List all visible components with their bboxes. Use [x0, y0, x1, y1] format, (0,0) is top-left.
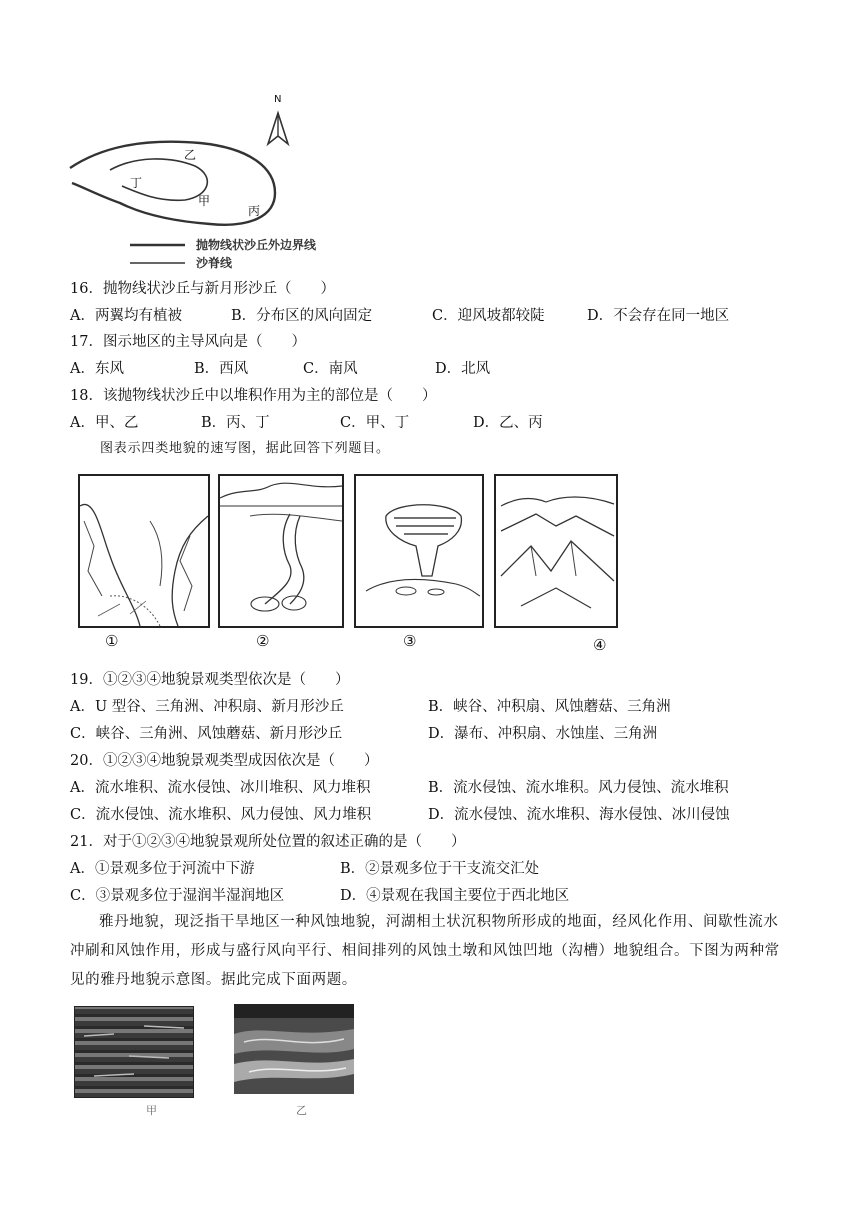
- q17-option-c: C．南风: [303, 361, 358, 377]
- q18-option-d: D．乙、丙: [473, 415, 543, 431]
- yardang-photo-yi: [234, 1004, 354, 1094]
- q18-stem: 18．该抛物线状沙丘中以堆积作用为主的部位是（ ）: [70, 388, 437, 404]
- sketch-label-1: ①: [105, 632, 119, 650]
- sketch-canyon: [78, 474, 210, 628]
- q18-option-c: C．甲、丁: [340, 415, 410, 431]
- q17-option-b: B．西风: [194, 361, 249, 377]
- dune-figure: [60, 88, 380, 278]
- q17-option-d: D．北风: [435, 361, 491, 377]
- q20-option-a: A．流水堆积、流水侵蚀、冰川堆积、风力堆积: [70, 780, 371, 796]
- q21-option-b: B．②景观多位于干支流交汇处: [340, 861, 540, 877]
- q16-option-d: D．不会存在同一地区: [587, 308, 730, 324]
- sketch-intro: 图表示四类地貌的速写图，据此回答下列题目。: [100, 441, 390, 456]
- yardang-photo-jia: [74, 1006, 194, 1098]
- q17-option-a: A．东风: [70, 361, 124, 377]
- sketch-label-3: ③: [403, 632, 417, 650]
- q16-option-a: A．两翼均有植被: [70, 308, 182, 324]
- legend-crest-line: 沙脊线: [196, 256, 233, 270]
- q21-option-c: C．③景观多位于湿润半湿润地区: [70, 888, 285, 904]
- q20-option-b: B．流水侵蚀、流水堆积。风力侵蚀、流水堆积: [428, 780, 729, 796]
- north-label: N: [274, 94, 282, 105]
- dune-label-ding: 丁: [130, 176, 143, 190]
- sketch-mushroom-rock: [354, 474, 484, 628]
- q18-option-a: A．甲、乙: [70, 415, 139, 431]
- photo-label-jia: 甲: [146, 1104, 157, 1117]
- q19-stem: 19．①②③④地貌景观类型依次是（ ）: [70, 672, 350, 688]
- q20-option-d: D．流水侵蚀、流水堆积、海水侵蚀、冰川侵蚀: [428, 807, 730, 823]
- q16-option-b: B．分布区的风向固定: [231, 308, 373, 324]
- q19-option-d: D．瀑布、冲积扇、水蚀崖、三角洲: [428, 726, 658, 742]
- yardang-paragraph: 雅丹地貌，现泛指干旱地区一种风蚀地貌，河湖相土状沉积物所形成的地面，经风化作用、间歇性流水冲刷和风蚀作用，形成与盛行风向平行、相间排列的风蚀土墩和风蚀凹地（沟槽）地貌组合。下图为两种常见的雅丹地貌示意图。据此完成下面两题。: [70, 914, 780, 988]
- q21-option-a: A．①景观多位于河流中下游: [70, 861, 255, 877]
- sketch-dunes: [494, 474, 618, 628]
- q16-stem: 16．抛物线状沙丘与新月形沙丘（ ）: [70, 281, 335, 297]
- sketch-alluvial-fan: [218, 474, 344, 628]
- q19-option-a: A．U 型谷、三角洲、冲积扇、新月形沙丘: [70, 699, 344, 715]
- q16-option-c: C．迎风坡都较陡: [432, 308, 545, 324]
- q19-option-c: C．峡谷、三角洲、风蚀蘑菇、新月形沙丘: [70, 726, 343, 742]
- q17-stem: 17．图示地区的主导风向是（ ）: [70, 334, 306, 350]
- q20-option-c: C．流水侵蚀、流水堆积、风力侵蚀、风力堆积: [70, 807, 372, 823]
- legend-outer-boundary: 抛物线状沙丘外边界线: [196, 238, 317, 252]
- q18-option-b: B．丙、丁: [201, 415, 270, 431]
- dune-label-jia: 甲: [198, 194, 211, 208]
- photo-label-yi: 乙: [296, 1104, 307, 1117]
- q21-stem: 21．对于①②③④地貌景观所处位置的叙述正确的是（ ）: [70, 834, 466, 850]
- q21-option-d: D．④景观在我国主要位于西北地区: [340, 888, 570, 904]
- dune-label-bing: 丙: [248, 204, 261, 218]
- sketch-label-2: ②: [256, 632, 270, 650]
- q20-stem: 20．①②③④地貌景观类型成因依次是（ ）: [70, 753, 379, 769]
- sketch-label-4: ④: [593, 636, 607, 654]
- q19-option-b: B．峡谷、冲积扇、风蚀蘑菇、三角洲: [428, 699, 671, 715]
- dune-label-yi: 乙: [184, 148, 197, 162]
